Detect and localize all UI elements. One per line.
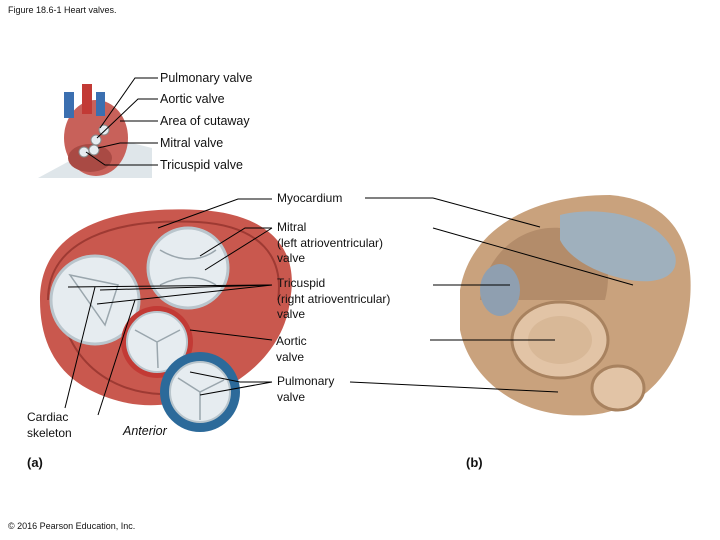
label-pulmonary-valve: Pulmonary valve <box>277 374 335 404</box>
specimen-photo-drawing <box>460 195 691 415</box>
copyright-notice: © 2016 Pearson Education, Inc. <box>8 521 136 531</box>
panel-label-a: (a) <box>27 455 43 470</box>
valve-ring-drawing <box>40 209 292 432</box>
label-anterior: Anterior <box>123 424 167 438</box>
label-cardiac-skeleton: Cardiac skeleton <box>27 410 72 440</box>
inset-heart-drawing <box>38 84 152 178</box>
label-aortic-valve: Aortic valve <box>276 334 307 364</box>
label-tricuspid-valve-inset: Tricuspid valve <box>160 158 243 172</box>
figure-caption: Figure 18.6-1 Heart valves. <box>8 5 117 15</box>
label-mitral-valve: Mitral (left atrioventricular) valve <box>277 220 384 265</box>
label-pulmonary-valve-inset: Pulmonary valve <box>160 71 253 85</box>
label-myocardium: Myocardium <box>277 191 343 205</box>
label-aortic-valve-inset: Aortic valve <box>160 92 225 106</box>
label-area-of-cutaway: Area of cutaway <box>160 114 250 128</box>
label-tricuspid-valve: Tricuspid (right atrioventricular) valve <box>277 276 391 321</box>
label-mitral-valve-inset: Mitral valve <box>160 136 224 150</box>
panel-label-b: (b) <box>466 455 483 470</box>
